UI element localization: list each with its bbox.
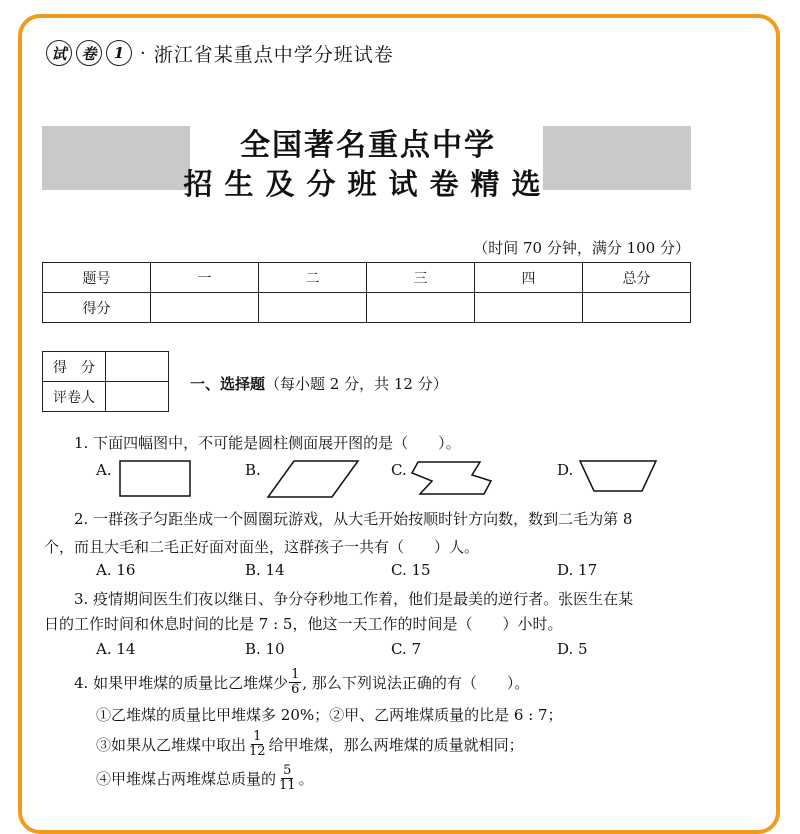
q4-text-post: , 那么下列说法正确的有（ ）。 — [302, 673, 530, 692]
q3-option-b: B. 10 — [245, 640, 285, 658]
q4-text-pre: 4. 如果甲堆煤的质量比乙堆煤少 — [74, 673, 289, 692]
q4-s4-fraction — [277, 764, 298, 792]
q4-fraction — [289, 668, 301, 696]
q4-statement-4 — [96, 764, 314, 792]
score-header: 题号 — [43, 263, 151, 293]
figure-trapezoid — [580, 461, 656, 491]
header-badge-number: 1 — [106, 40, 132, 66]
q3-option-c: C. 7 — [391, 640, 422, 658]
q1-option-d: D. — [557, 461, 574, 479]
q3-option-a: A. 14 — [96, 640, 136, 658]
fraction-denominator: 11 — [279, 777, 296, 793]
header-badge: 试 — [46, 40, 72, 66]
time-note: （时间 70 分钟，满分 100 分） — [473, 239, 690, 257]
fraction-denominator: 12 — [249, 743, 266, 759]
q4-statement-3 — [96, 730, 524, 758]
score-header: 总分 — [583, 263, 691, 293]
score-header: 四 — [475, 263, 583, 293]
q3-option-d: D. 5 — [557, 640, 588, 658]
figure-parallelogram — [268, 461, 358, 497]
q4-s4-post: 。 — [298, 769, 314, 788]
q1-option-a: A. — [96, 461, 112, 479]
q4-s3-pre: ③如果从乙堆煤中取出 — [96, 735, 247, 754]
question-2-line1: 2. 一群孩子匀距坐成一个圆圈玩游戏，从大毛开始按顺时针方向数，数到二毛为第 8 — [74, 510, 633, 528]
score-header: 二 — [259, 263, 367, 293]
q2-option-d: D. 17 — [557, 561, 598, 579]
q4-s3-post: 给甲堆煤，那么两堆煤的质量就相同； — [268, 735, 524, 754]
q1-option-b: B. — [245, 461, 261, 479]
question-4 — [74, 668, 529, 696]
figure-zigzag-shape — [412, 462, 491, 494]
q2-option-b: B. 14 — [245, 561, 285, 579]
grader-label: 评卷人 — [43, 382, 106, 412]
question-2-line2: 个，而且大毛和二毛正好面对面坐，这群孩子一共有（ ）人。 — [44, 538, 480, 556]
question-3-line2: 日的工作时间和休息时间的比是 7 : 5，他这一天工作的时间是（ ）小时。 — [44, 615, 563, 633]
header-title: 浙江省某重点中学分班试卷 — [153, 43, 394, 66]
header-badge: 卷 — [76, 40, 102, 66]
header-dot: · — [140, 42, 146, 64]
section-note: （每小题 2 分，共 12 分） — [265, 375, 448, 393]
fraction-denominator: 6 — [291, 681, 300, 697]
q4-s3-fraction — [247, 730, 268, 758]
score-header: 一 — [151, 263, 259, 293]
q1-option-c: C. — [391, 461, 407, 479]
q2-option-a: A. 16 — [96, 561, 136, 579]
grader-label: 得 分 — [43, 352, 106, 382]
question-3-line1: 3. 疫情期间医生们夜以继日、争分夺秒地工作着，他们是最美的逆行者。张医生在某 — [74, 590, 634, 608]
question-1: 1. 下面四幅图中，不可能是圆柱侧面展开图的是（ ）。 — [74, 434, 461, 452]
q2-option-c: C. 15 — [391, 561, 431, 579]
figure-rectangle — [120, 461, 190, 496]
q4-s4-pre: ④甲堆煤占两堆煤总质量的 — [96, 769, 277, 788]
q4-statement-1-2: ①乙堆煤的质量比甲堆煤多 20%；②甲、乙两堆煤质量的比是 6 : 7； — [96, 706, 563, 724]
banner-title: 全国著名重点中学 — [240, 128, 496, 163]
fraction-numerator: 1 — [253, 729, 262, 744]
score-header: 三 — [367, 263, 475, 293]
section-title: 一、选择题 — [190, 375, 266, 393]
banner-subtitle: 招生及分班试卷精选 — [183, 167, 553, 201]
fraction-numerator: 1 — [291, 667, 300, 682]
score-row-label: 得分 — [43, 293, 151, 323]
fraction-numerator: 5 — [283, 763, 292, 778]
